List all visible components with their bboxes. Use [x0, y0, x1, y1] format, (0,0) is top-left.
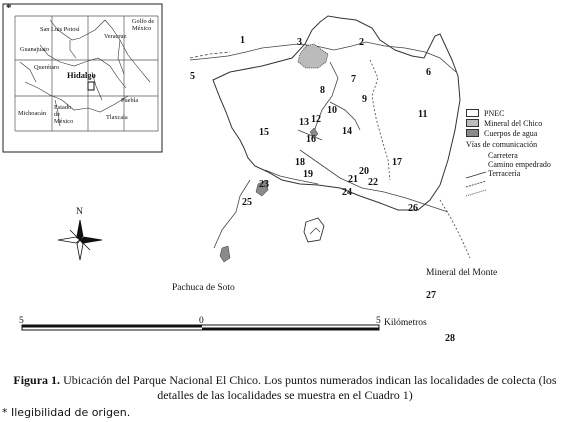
scale-label-left: 5	[19, 316, 24, 326]
caption-label: Figura 1.	[13, 373, 61, 387]
inset-label-qro: Querétaro	[34, 64, 60, 71]
locality-14: 14	[342, 126, 352, 137]
locality-12: 12	[311, 114, 321, 125]
inset-label-hidalgo: Hidalgo	[67, 70, 96, 80]
legend-symbols	[466, 172, 486, 196]
locality-27: 27	[426, 290, 436, 301]
locality-16: 16	[306, 134, 316, 145]
legend-water-box	[466, 129, 479, 137]
locality-8: 8	[320, 85, 325, 96]
legend-town: Mineral del Chico	[484, 119, 543, 128]
legend-water: Cuerpos de agua	[484, 129, 538, 138]
inset-label-veracruz: Veracruz	[104, 33, 127, 40]
footnote: * Ilegibilidad de origen.	[2, 406, 131, 419]
locality-2: 2	[359, 37, 364, 48]
locality-7: 7	[351, 74, 356, 85]
scale-label-middle: 0	[199, 316, 204, 326]
locality-23: 23	[259, 179, 269, 190]
legend-paved: Camino empedrado	[488, 160, 551, 169]
legend-road: Carretera	[488, 151, 518, 160]
locality-22: 22	[368, 177, 378, 188]
inset-label-michoacan: Michoacán	[18, 110, 46, 117]
inset-label-gto: Guanajuato	[20, 46, 50, 53]
locality-3: 3	[297, 37, 302, 48]
inset-marker: *	[6, 2, 12, 14]
legend-dirt: Terracería	[488, 169, 521, 178]
locality-5: 5	[190, 71, 195, 82]
locality-26: 26	[408, 203, 418, 214]
locality-19: 19	[303, 169, 313, 180]
legend-town-box	[466, 119, 479, 127]
locality-18: 18	[295, 157, 305, 168]
inset-label-edomex: Estado de México	[54, 104, 74, 125]
locality-15: 15	[259, 127, 269, 138]
locality-17: 17	[392, 157, 402, 168]
inset-label-puebla: Puebla	[121, 97, 139, 104]
legend-pnec: PNEC	[484, 109, 505, 118]
caption-text: Ubicación del Parque Nacional El Chico. Los puntos numerados indican las localidades de colecta (los detalles de las localidades se muestra en el Cuadro 1)	[60, 373, 557, 402]
label-mineral-monte: Mineral del Monte	[426, 268, 498, 278]
locality-28: 28	[445, 333, 455, 344]
locality-10: 10	[327, 105, 337, 116]
scale-label-right: 5	[376, 316, 381, 326]
locality-24: 24	[342, 187, 352, 198]
locality-11: 11	[418, 109, 428, 120]
north-arrow	[58, 220, 102, 260]
locality-1: 1	[240, 35, 245, 46]
legend-pnec-box	[466, 109, 479, 117]
label-pachuca: Pachuca de Soto	[172, 283, 235, 293]
figure-caption	[0, 373, 570, 403]
locality-20: 20	[359, 166, 369, 177]
inset-label-slp: San Luis Potosí	[40, 26, 80, 33]
inset-label-tlaxcala: Tlaxcala	[106, 114, 128, 121]
legend-roads-title: Vías de comunicación	[466, 140, 538, 149]
locality-9: 9	[362, 94, 367, 105]
locality-25: 25	[242, 197, 252, 208]
locality-6: 6	[426, 67, 431, 78]
inset-label-golfo: Golfo de México	[132, 18, 155, 32]
inset-location-box	[88, 82, 94, 90]
north-letter: N	[76, 207, 83, 217]
scale-unit: Kilómetros	[384, 318, 427, 328]
locality-21: 21	[348, 174, 358, 185]
water-body-2	[220, 246, 230, 262]
locality-13: 13	[299, 117, 309, 128]
